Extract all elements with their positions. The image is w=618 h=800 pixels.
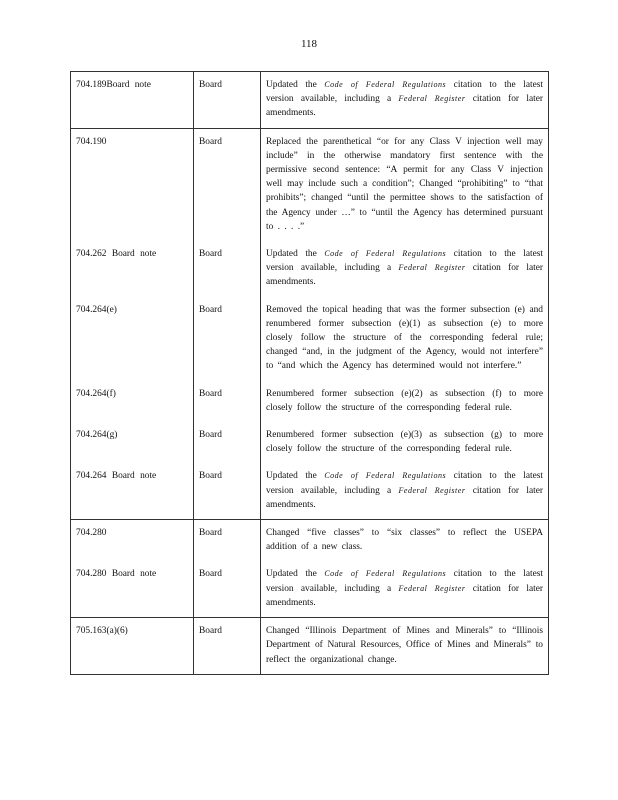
description-text: Renumbered former subsection (e)(2) as subsection (f) to more closely follow the structure of the corresponding federal rule. xyxy=(266,388,543,413)
description-text: citation to the latest version available, including a xyxy=(266,249,543,274)
description-cell xyxy=(261,463,549,519)
description-cell xyxy=(261,241,549,297)
section-cell: 704.262 Board note xyxy=(71,241,194,297)
description-text: Removed the topical heading that was the former subsection (e) and renumbered former subsection (e)(1) as subsection (e) to more closely follow the structure of the corresponding federal rule; changed “and, in the judgment of the Agency, would not interfere” to “and which the Agency has determined would not interfere.” xyxy=(266,304,543,372)
agency-cell: Board xyxy=(194,72,261,129)
table-row xyxy=(71,463,549,519)
page-number: 118 xyxy=(300,38,318,50)
citation-title: Code of Federal Regulations xyxy=(324,249,447,259)
description-cell xyxy=(261,422,549,463)
section-cell: 704.264 Board note xyxy=(71,463,194,519)
section-cell: 704.280 Board note xyxy=(71,561,194,617)
agency-cell: Board xyxy=(194,297,261,381)
citation-title: Code of Federal Regulations xyxy=(324,80,447,89)
agency-cell: Board xyxy=(194,561,261,617)
table-row xyxy=(71,72,549,129)
description-cell xyxy=(261,72,549,129)
description-text: citation to the latest version available, including a xyxy=(266,80,543,105)
citation-title: Federal Register xyxy=(398,263,466,273)
section-cell: 705.163(a)(6) xyxy=(71,618,194,675)
description-text: citation for later amendments. xyxy=(266,583,543,608)
table-row xyxy=(71,618,549,675)
description-text: citation for later amendments. xyxy=(266,263,543,288)
description-cell xyxy=(261,618,549,675)
citation-title: Federal Register xyxy=(398,583,466,593)
section-cell: 704.264(f) xyxy=(71,381,194,422)
section-cell: 704.190 xyxy=(71,128,194,241)
table-row xyxy=(71,561,549,617)
agency-cell: Board xyxy=(194,381,261,422)
table-row xyxy=(71,381,549,422)
agency-cell: Board xyxy=(194,618,261,675)
agency-cell: Board xyxy=(194,520,261,562)
description-text: Updated the xyxy=(266,249,325,260)
section-cell: 704.264(g) xyxy=(71,422,194,463)
section-cell: 704.264(e) xyxy=(71,297,194,381)
description-cell xyxy=(261,128,549,241)
description-text: Updated the xyxy=(266,80,325,90)
agency-cell: Board xyxy=(194,463,261,519)
description-text: Changed “Illinois Department of Mines and Minerals” to “Illinois Department of Natural Resources, Office of Mines and Minerals” to reflect the organizational change. xyxy=(266,626,543,665)
section-cell: 704.189Board note xyxy=(71,72,194,129)
agency-cell: Board xyxy=(194,422,261,463)
description-text: citation for later amendments. xyxy=(266,485,543,510)
citation-title: Code of Federal Regulations xyxy=(324,569,447,579)
citation-title: Federal Register xyxy=(398,485,466,495)
description-cell xyxy=(261,297,549,381)
description-text: Updated the xyxy=(266,471,325,482)
description-text: Updated the xyxy=(266,569,325,580)
description-text: Changed “five classes” to “six classes” to reflect the USEPA addition of a new class. xyxy=(266,528,543,553)
description-cell xyxy=(261,561,549,617)
table-row xyxy=(71,520,549,562)
description-text: citation for later amendments. xyxy=(266,94,543,119)
citation-title: Federal Register xyxy=(398,94,466,104)
amendments-table xyxy=(70,71,549,675)
table-row xyxy=(71,241,549,297)
description-cell xyxy=(261,381,549,422)
citation-title: Code of Federal Regulations xyxy=(324,471,447,481)
table-row xyxy=(71,128,549,241)
description-text: Renumbered former subsection (e)(3) as subsection (g) to more closely follow the structure of the corresponding federal rule. xyxy=(266,430,543,455)
agency-cell: Board xyxy=(194,241,261,297)
table-row xyxy=(71,422,549,463)
description-text: Replaced the parenthetical “or for any Class V injection well may include” in the otherwise mandatory first sentence with the permissive second sentence: “A permit for any Class V injection well may include such a condition”; Changed “prohibiting” to “that prohibits”; changed “until the permittee shows to the satisfaction of the Agency under …” to “until the Agency has determined pursuant to . . . .” xyxy=(266,136,543,232)
description-cell xyxy=(261,520,549,562)
description-text: citation to the latest version available, including a xyxy=(266,569,543,594)
table-row xyxy=(71,297,549,381)
agency-cell: Board xyxy=(194,128,261,241)
section-cell: 704.280 xyxy=(71,520,194,562)
description-text: citation to the latest version available, including a xyxy=(266,471,543,496)
